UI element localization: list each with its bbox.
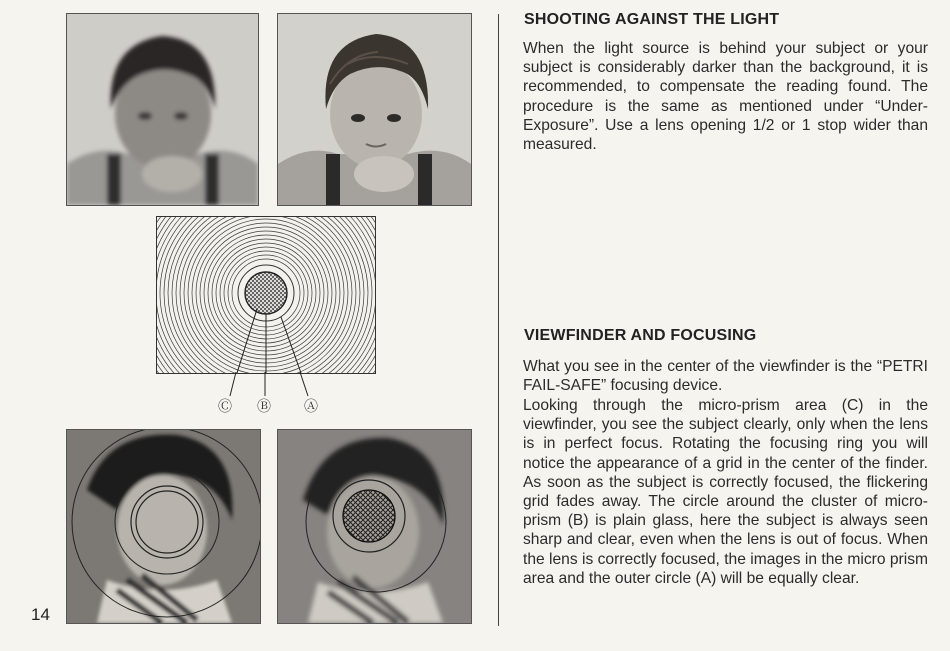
woman-photo-grid-visible-image bbox=[278, 430, 471, 623]
page-number: 14 bbox=[31, 605, 50, 624]
callout-a-label: Ⓐ bbox=[304, 398, 318, 414]
section-title-shooting-against-light: SHOOTING AGAINST THE LIGHT bbox=[524, 11, 780, 28]
column-divider bbox=[498, 14, 499, 626]
child-photo-out-of-focus-image bbox=[67, 14, 258, 205]
section-title-viewfinder-focusing: VIEWFINDER AND FOCUSING bbox=[524, 327, 757, 344]
section-paragraph-viewfinder-detail: Looking through the micro-prism area (C) in the viewfinder, you see the subject clearly, only when the lens is in perfect focus. Rotating the focusing ring you will notice the appearance of a grid in the center of the finder. As soon as the subject is correctly focused, the flickering grid fades away. The circle around the cluster of micro-prism (B) is plain glass, here the subject is always seen sharp and clear, even when the lens is out of focus. When the lens is correctly focused, the images in the micro prism area and the outer circle (A) will be equally clear. bbox=[523, 397, 928, 587]
callout-b-label: Ⓑ bbox=[257, 398, 271, 414]
woman-photo-grid-visible bbox=[277, 429, 472, 624]
callout-leader-lines bbox=[156, 372, 374, 398]
fresnel-rings-diagram bbox=[157, 217, 375, 373]
callout-c-label: Ⓒ bbox=[218, 398, 232, 414]
child-photo-out-of-focus bbox=[66, 13, 259, 206]
section-paragraph-viewfinder-intro: What you see in the center of the viewfinder is the “PETRI FAIL-SAFE” focusing device. bbox=[523, 358, 928, 395]
woman-photo-out-of-focus bbox=[66, 429, 261, 624]
woman-photo-out-of-focus-image bbox=[67, 430, 260, 623]
section-paragraph-shooting-against-light: When the light source is behind your subject or your subject is considerably darker than the background, it is recommended, to compensate the reading found. The procedure is the same as mentioned under “Under-Exposure”. Use a lens opening 1/2 or 1 stop wider than measured. bbox=[523, 40, 928, 154]
viewfinder-diagram bbox=[156, 216, 376, 374]
child-photo-in-focus bbox=[277, 13, 472, 206]
diagram-callouts bbox=[218, 396, 328, 416]
child-photo-in-focus-image bbox=[278, 14, 471, 205]
